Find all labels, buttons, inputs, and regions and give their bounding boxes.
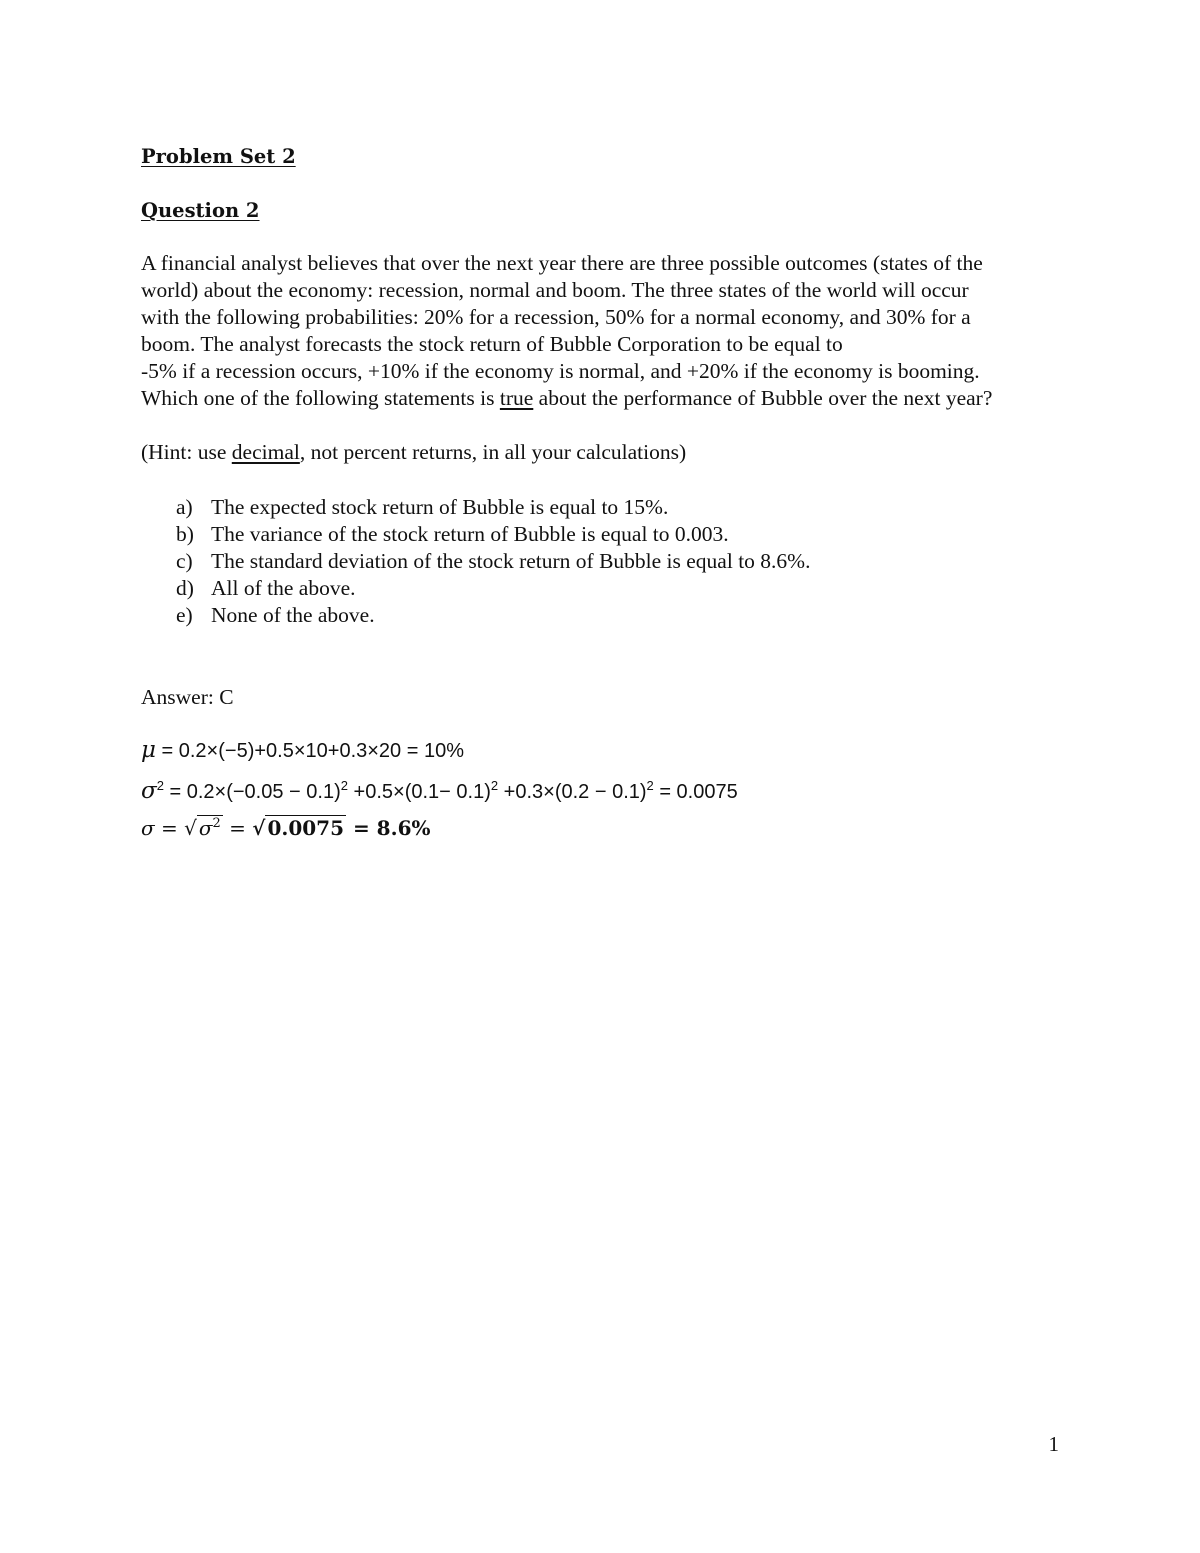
variance-term-2: +0.5×(0.1− 0.1) [347,781,491,803]
prompt-line: -5% if a recession occurs, +10% if the economy is normal, and +20% if the economy is booming. [141,359,980,383]
emphasis-decimal: decimal [231,440,300,464]
square-superscript: 2 [490,778,499,793]
hint-prefix: (Hint: use [141,440,232,464]
square-superscript: 2 [646,778,654,793]
option-text: The standard deviation of the stock return of Bubble is equal to 8.6%. [211,549,811,573]
document-title: Problem Set 2 [141,145,296,168]
prompt-line: with the following probabilities: 20% for a recession, 50% for a normal economy, and 30% for a [141,305,971,329]
variance-term-3: +0.3×(0.2 − 0.1) [498,781,647,803]
option-b [176,521,810,548]
question-prompt [141,250,1071,412]
option-text: None of the above. [211,603,375,627]
emphasis-true: true [499,386,534,410]
option-letter: b) [176,522,194,546]
prompt-line: boom. The analyst forecasts the stock return of Bubble Corporation to be equal to [141,332,843,356]
option-d [176,575,810,602]
page-number: 1 [1048,1432,1059,1456]
std-dev-formula [141,810,430,842]
std-dev-result: = 8.6% [346,816,431,840]
square-superscript: 2 [340,778,348,793]
variance-formula [141,772,738,806]
option-e [176,602,810,629]
option-letter: e) [176,603,193,627]
prompt-line: world) about the economy: recession, normal and boom. The three states of the world will occur [141,278,969,302]
hint-suffix: , not percent returns, in all your calculations) [299,440,687,464]
sqrt-radicand [197,815,223,840]
square-superscript: 2 [156,778,164,793]
option-letter: c) [176,549,193,573]
option-a [176,494,810,521]
answer-options [176,494,810,629]
prompt-line-final [141,385,1071,412]
sqrt-icon: √ [252,816,266,840]
square-superscript: 2 [212,816,221,831]
mu-symbol: μ [141,737,156,763]
sqrt-icon: √ [184,816,197,840]
option-letter: d) [176,576,194,600]
sqrt-radicand-value: 0.0075 [267,816,344,840]
hint-text [141,439,686,466]
sigma-symbol: σ [198,816,213,840]
variance-term-1: = 0.2×(−0.05 − 0.1) [163,781,341,803]
mean-formula [141,737,464,765]
variance-result: = 0.0075 [653,781,738,803]
prompt-text: Which one of the following statements is [141,386,500,410]
prompt-line: A financial analyst believes that over the next year there are three possible outcomes (states of the [141,251,983,275]
option-letter: a) [176,495,193,519]
mean-expression: = 0.2×(−5)+0.5×10+0.3×20 = 10% [155,740,464,762]
sigma-symbol: σ [141,778,157,804]
prompt-text: about the performance of Bubble over the next year? [533,386,993,410]
equals-sign: = [222,816,253,840]
option-text: The variance of the stock return of Bubble is equal to 0.003. [211,522,729,546]
option-c [176,548,810,575]
option-text: All of the above. [211,576,356,600]
option-text: The expected stock return of Bubble is equal to 15%. [211,495,669,519]
answer-line: Answer: C [141,685,234,709]
sd-lhs: σ = [141,816,185,840]
question-heading: Question 2 [141,199,260,222]
